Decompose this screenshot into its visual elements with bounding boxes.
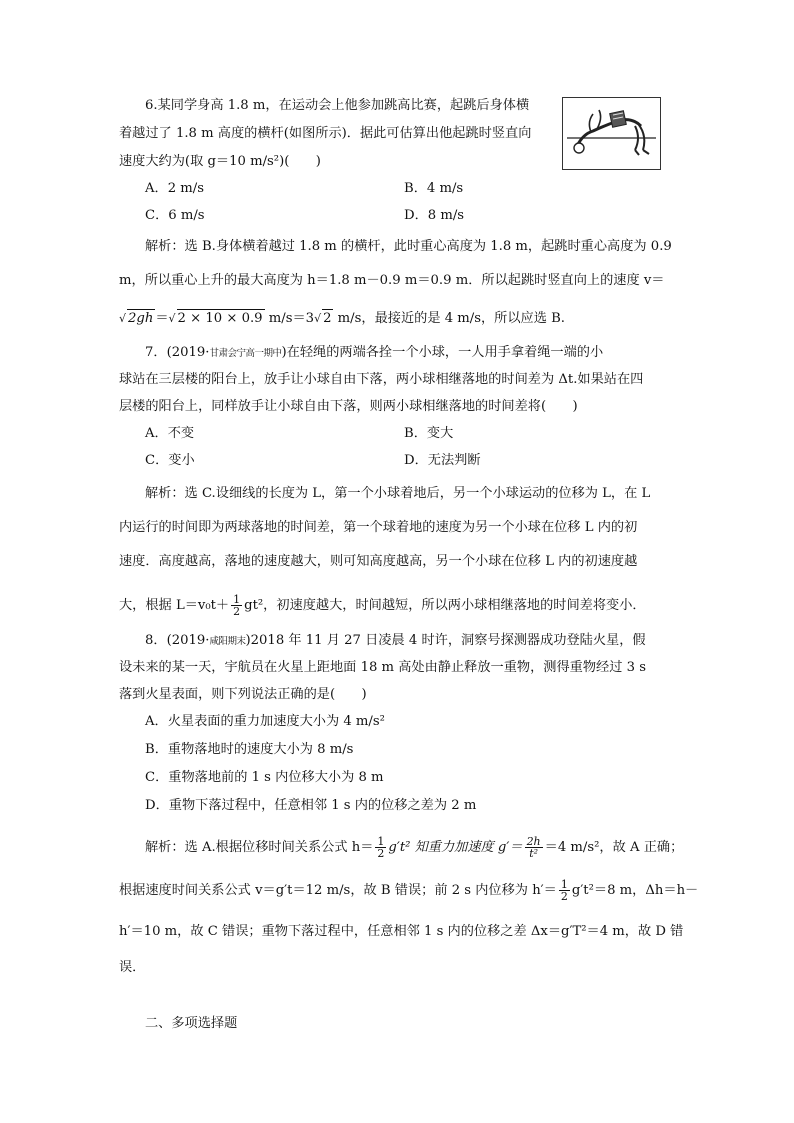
q6-solution-line3: √ 2gh ＝√ 2 × 10 × 0.9 m/s＝3√ 2 m/s，最接近的是 4 m/s，所以应选 B. <box>119 311 566 326</box>
q7-sol4-end: gt²，初速度越大，时间越短，所以两小球相继落地的时间差将变小． <box>244 598 646 613</box>
q8-stem-line3: 落到火星表面，则下列说法正确的是( ) <box>119 687 367 702</box>
q8-option-c: C．重物落地前的 1 s 内位移大小为 8 m <box>145 770 384 785</box>
q7-stem-line1 <box>145 344 603 363</box>
q6-option-c: C．6 m/s <box>145 208 205 223</box>
q8-frac2-den: t² <box>529 847 539 860</box>
q8-frac3-den: 2 <box>560 890 568 903</box>
q7-solution-line3: 速度．高度越高，落地的速度越大，则可知高度越高，另一个小球在位移 L 内的初速度越 <box>119 554 638 569</box>
q6-stem-line3: 速度大约为(取 g＝10 m/s²)( ) <box>119 154 321 169</box>
q8-sol1-end: ＝4 m/s²，故 A 正确； <box>544 840 684 855</box>
q7-number: 7．(2019· <box>145 345 210 360</box>
q7-option-a: A．不变 <box>145 426 195 441</box>
q8-solution-line3: h′＝10 m，故 C 错误；重物下落过程中，任意相邻 1 s 内的位移之差 Δx＝g′T²＝4 m，故 D 错 <box>119 924 684 939</box>
q8-stem-line1 <box>145 632 646 651</box>
q6-eq: ＝ <box>155 311 169 326</box>
q7-solution-line4 <box>119 594 646 617</box>
q6-stem-line2: 着越过了 1.8 m 高度的横杆(如图所示)．据此可估算出他起跳时竖直向 <box>119 126 532 141</box>
q7-fraction-half <box>231 594 242 617</box>
q6-result-prefix: m/s＝3 <box>264 311 315 326</box>
q7-solution-line1: 解析：选 C.设细线的长度为 L，第一个小球着地后，另一个小球运动的位移为 L，在 L <box>145 486 651 501</box>
q8-solution-line2 <box>119 879 698 902</box>
q6-sqrt-2gh: 2gh <box>128 311 154 326</box>
q8-stem-line1-rest: )2018 年 11 月 27 日凌晨 4 时许，洞察号探测器成功登陆火星，假 <box>245 633 646 648</box>
q7-stem-line1-rest: )在轻绳的两端各拴一个小球，一人用手拿着绳一端的小 <box>281 345 604 360</box>
q8-frac1-den: 2 <box>377 847 385 860</box>
q7-solution-line2: 内运行的时间即为两球落地的时间差，第一个球着地的速度为另一个小球在位移 L 内的初 <box>119 520 638 535</box>
q8-source: 咸阳期末 <box>209 636 246 647</box>
q8-option-b: B．重物落地时的速度大小为 8 m/s <box>145 742 354 757</box>
q7-source: 甘肃会宁高一期中 <box>209 348 282 359</box>
q6-option-d: D．8 m/s <box>404 208 465 223</box>
q7-option-c: C．变小 <box>145 453 195 468</box>
q6-solution-line2: m，所以重心上升的最大高度为 h＝1.8 m－0.9 m＝0.9 m．所以起跳时竖直向上的速度 v＝ <box>119 273 665 288</box>
q8-option-d: D．重物下落过程中，任意相邻 1 s 内的位移之差为 2 m <box>145 798 477 813</box>
q8-solution-line1 <box>145 836 683 859</box>
q7-option-b: B．变大 <box>404 426 454 441</box>
q7-sol4-start: 大，根据 L＝v₀t＋ <box>119 598 230 613</box>
q8-frac2-num: 2h <box>526 835 541 848</box>
q7-frac-num: 1 <box>233 593 241 606</box>
q8-sol2-start: 根据速度时间关系公式 v＝g′t＝12 m/s，故 B 错误；前 2 s 内位移为 h′＝ <box>119 883 557 898</box>
q8-frac1-num: 1 <box>377 835 385 848</box>
q7-stem-line3: 层楼的阳台上，同样放手让小球自由下落，则两小球相继落地的时间差将( ) <box>119 399 578 414</box>
q6-result-suffix: m/s，最接近的是 4 m/s，所以应选 B. <box>333 311 566 326</box>
q6-solution-line1: 解析：选 B.身体横着越过 1.8 m 的横杆，此时重心高度为 1.8 m，起跳时重心高度为 0.9 <box>145 239 672 254</box>
q8-solution-line4: 误． <box>119 960 146 975</box>
q8-sol1-start: 解析：选 A.根据位移时间关系公式 h＝ <box>145 840 374 855</box>
q8-stem-line2: 设未来的某一天，宇航员在火星上距地面 18 m 高处由静止释放一重物，测得重物经过 3 s <box>119 660 646 675</box>
q8-fraction-2h-t2 <box>525 836 543 859</box>
q8-sol1-mid: g′t² 知重力加速度 g′＝ <box>388 840 523 855</box>
q8-fraction-half-2 <box>559 879 570 902</box>
q7-option-d: D．无法判断 <box>404 453 481 468</box>
q6-stem-line1: 6.某同学身高 1.8 m，在运动会上他参加跳高比赛，起跳后身体横 <box>145 98 530 113</box>
q6-option-a: A．2 m/s <box>145 181 205 196</box>
q8-option-a: A．火星表面的重力加速度大小为 4 m/s² <box>145 714 385 729</box>
q8-sol2-end: g′t²＝8 m，Δh＝h－ <box>571 883 699 898</box>
q8-number: 8．(2019· <box>145 633 210 648</box>
high-jump-figure <box>562 97 661 170</box>
q8-fraction-half-1 <box>375 836 386 859</box>
q6-sqrt-2: 2 <box>323 311 332 326</box>
q7-frac-den: 2 <box>233 605 241 618</box>
high-jumper-illustration <box>563 98 660 169</box>
section-heading-multiple-choice: 二、多项选择题 <box>145 1016 238 1031</box>
q8-frac3-num: 1 <box>560 878 568 891</box>
q6-option-b: B．4 m/s <box>404 181 464 196</box>
q7-stem-line2: 球站在三层楼的阳台上，放手让小球自由下落，两小球相继落地的时间差为 Δt.如果站在四 <box>119 372 644 387</box>
q6-sqrt-calc: 2 × 10 × 0.9 <box>177 311 263 326</box>
